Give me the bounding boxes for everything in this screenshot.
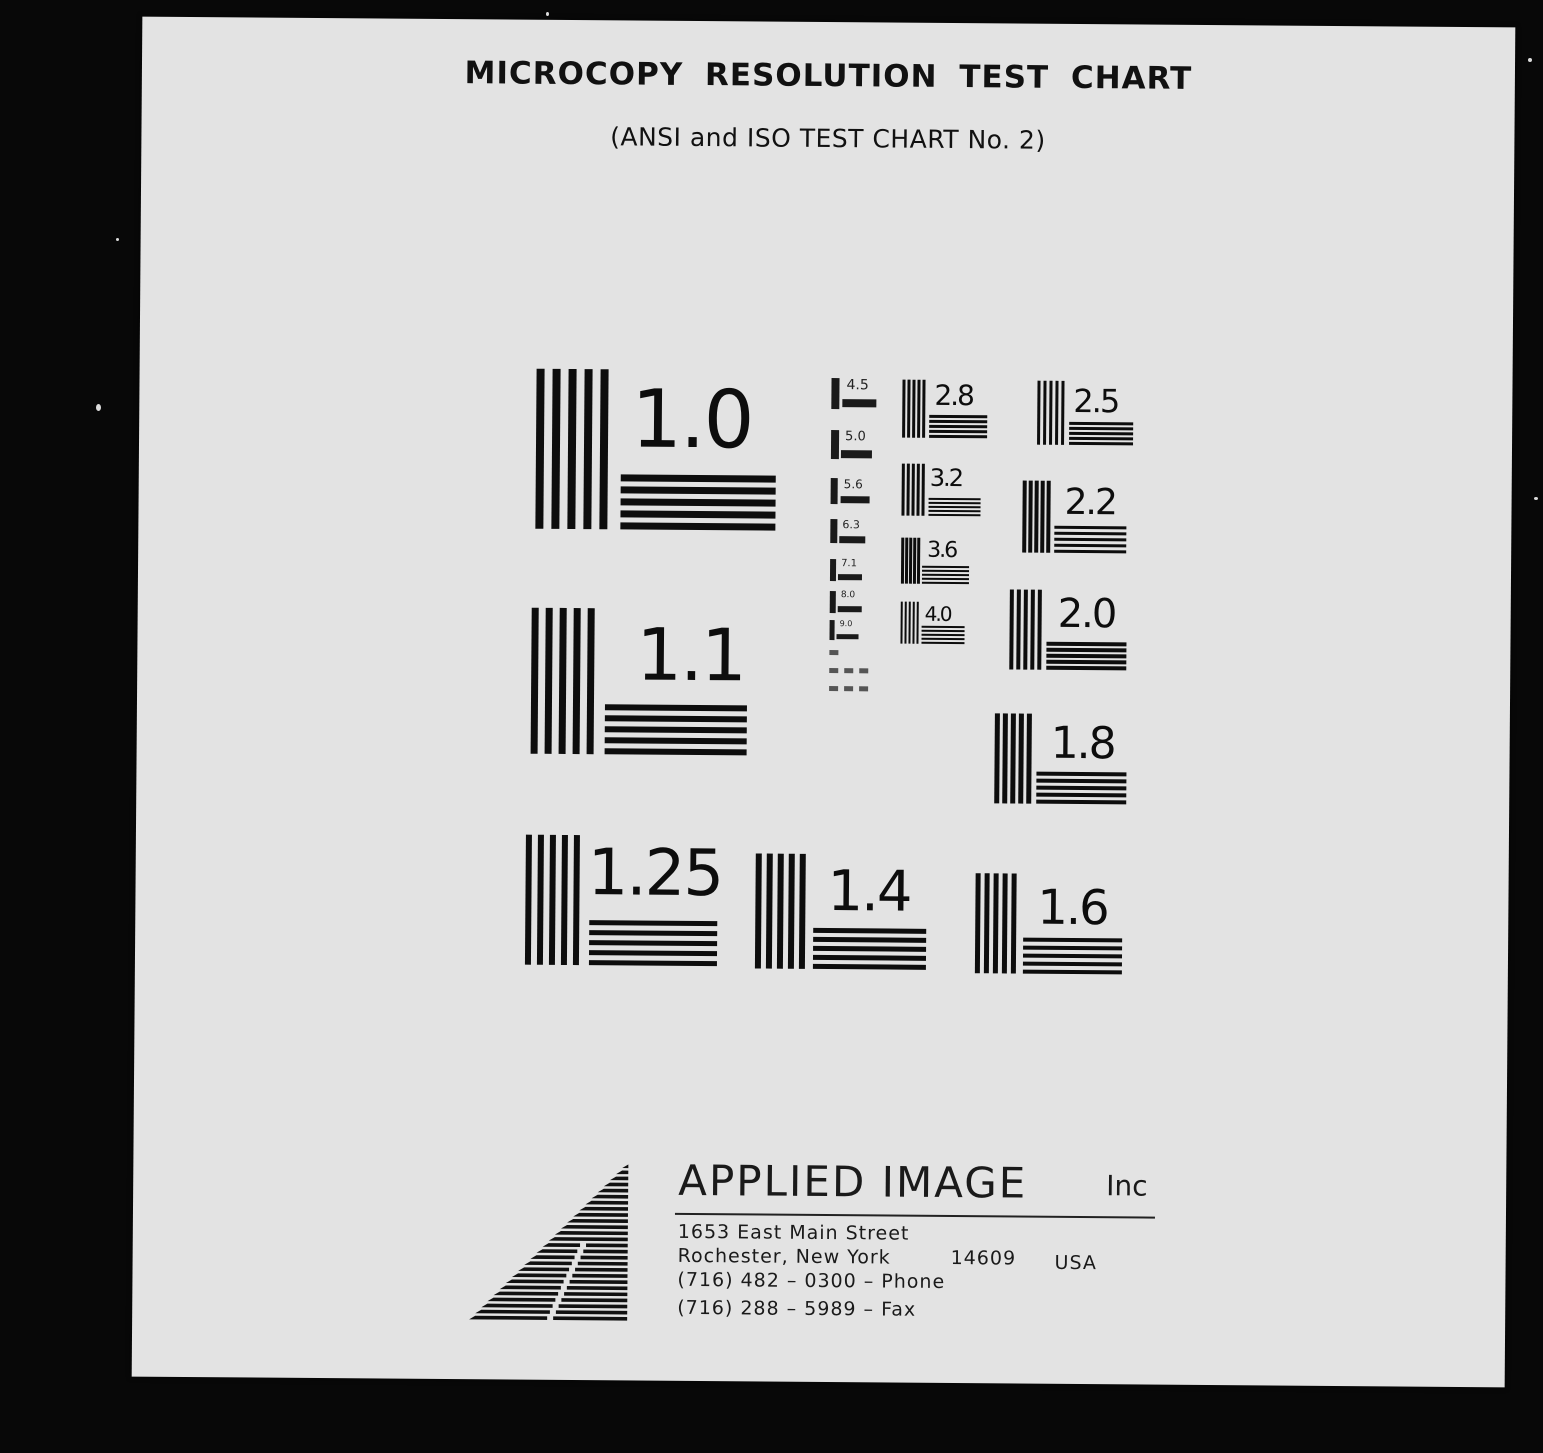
- small-target-label: 5.0: [845, 429, 866, 445]
- vertical-bar: [917, 538, 920, 584]
- horizontal-bar: [929, 498, 981, 500]
- horizontal-bar: [929, 506, 981, 508]
- horizontal-bar: [605, 726, 747, 733]
- target-label: 1.8: [1050, 717, 1115, 770]
- horizontal-bar: [1069, 427, 1133, 431]
- horizontal-bar: [922, 570, 969, 572]
- vertical-bar: [913, 538, 916, 584]
- horizontal-bar: [922, 582, 969, 584]
- vertical-bar: [921, 464, 924, 516]
- vertical-bar: [1037, 590, 1042, 670]
- target-label: 1.6: [1037, 879, 1108, 937]
- vertical-bar: [900, 602, 902, 644]
- small-vertical-block: [830, 559, 836, 581]
- vertical-bar: [573, 835, 580, 965]
- horizontal-bar: [921, 642, 964, 644]
- test-chart-sheet: [132, 17, 1516, 1388]
- micro-block: [859, 668, 868, 673]
- horizontal-bar: [1036, 786, 1126, 791]
- logo-stripe: [598, 1189, 628, 1193]
- horizontal-bar: [813, 955, 926, 961]
- horizontal-bar: [1046, 642, 1126, 647]
- vertical-bar: [535, 369, 544, 529]
- vertical-bar: [1037, 381, 1041, 445]
- horizontal-bar: [620, 522, 775, 530]
- small-horizontal-block: [836, 634, 858, 639]
- logo-gap: [564, 1279, 570, 1284]
- horizontal-bar: [929, 502, 981, 504]
- logo-gap: [555, 1298, 561, 1303]
- horizontal-bar: [589, 930, 717, 936]
- logo-stripe: [604, 1183, 628, 1187]
- logo-stripe: [561, 1225, 628, 1229]
- micro-block: [844, 668, 853, 673]
- logo-stripe: [567, 1219, 628, 1223]
- logo-stripe: [610, 1177, 628, 1181]
- horizontal-bar: [922, 578, 969, 580]
- horizontal-bar: [922, 566, 969, 568]
- vertical-bar: [567, 369, 576, 529]
- vertical-bar: [984, 873, 990, 973]
- small-vertical-block: [829, 620, 834, 640]
- vertical-bar: [587, 608, 595, 754]
- company-underline: [675, 1213, 1155, 1219]
- vertical-bar: [908, 602, 910, 644]
- vertical-bar: [1034, 481, 1039, 553]
- chart-title: MICROCOPY RESOLUTION TEST CHART: [464, 55, 1193, 97]
- logo-gap: [553, 1304, 559, 1309]
- vertical-bar: [583, 369, 592, 529]
- horizontal-bar: [1023, 954, 1122, 959]
- vertical-bar: [537, 835, 544, 965]
- small-horizontal-block: [839, 536, 865, 543]
- target-label: 4.0: [924, 601, 951, 626]
- horizontal-bar: [928, 510, 980, 512]
- vertical-bar: [917, 380, 920, 438]
- logo-gap: [572, 1261, 578, 1266]
- vertical-bar: [902, 380, 905, 438]
- logo-stripe: [549, 1237, 628, 1241]
- logo-gap: [580, 1243, 586, 1248]
- vertical-bar: [1002, 873, 1008, 973]
- micro-block: [829, 686, 838, 691]
- horizontal-bar: [1046, 666, 1126, 671]
- logo-gap: [577, 1249, 583, 1254]
- small-horizontal-block: [842, 399, 876, 407]
- vertical-bar: [1026, 714, 1032, 804]
- address-country: USA: [1054, 1251, 1098, 1275]
- target-label: 1.0: [630, 372, 753, 467]
- horizontal-bar: [589, 920, 717, 926]
- target-label: 2.2: [1064, 481, 1117, 524]
- logo-gap: [566, 1273, 572, 1278]
- horizontal-bar: [1054, 550, 1126, 554]
- vertical-bar: [1061, 381, 1065, 445]
- logo-stripe: [592, 1195, 628, 1199]
- vertical-bar: [573, 608, 581, 754]
- logo-gap: [575, 1255, 581, 1260]
- vertical-bar: [911, 464, 914, 516]
- small-target-label: 4.5: [846, 377, 869, 394]
- target-label: 2.5: [1073, 381, 1119, 421]
- address-street: 1653 East Main Street: [677, 1220, 910, 1245]
- company-name: APPLIED IMAGE: [678, 1155, 1028, 1208]
- logo-stripe: [616, 1170, 628, 1174]
- horizontal-bar: [929, 420, 987, 423]
- vertical-bar: [1046, 481, 1051, 553]
- vertical-bar: [909, 538, 912, 584]
- vertical-bar: [525, 835, 532, 965]
- vertical-bar: [551, 369, 560, 529]
- vertical-bar: [799, 854, 806, 969]
- vertical-bar: [906, 464, 909, 516]
- vertical-bar: [905, 538, 908, 584]
- horizontal-bar: [929, 430, 987, 433]
- vertical-bar: [975, 873, 981, 973]
- horizontal-bar: [1023, 970, 1122, 975]
- address-zip: 14609: [950, 1247, 1017, 1270]
- phone-number: (716) 482 – 0300 – Phone: [677, 1268, 946, 1293]
- dust-speck: [1534, 497, 1538, 500]
- company-suffix: Inc: [1106, 1169, 1148, 1203]
- vertical-bar: [901, 464, 904, 516]
- vertical-bar: [1023, 590, 1028, 670]
- horizontal-bar: [922, 626, 965, 628]
- horizontal-bar: [929, 425, 987, 428]
- horizontal-bar: [922, 574, 969, 576]
- logo-gap: [569, 1267, 575, 1272]
- chart-subtitle: (ANSI and ISO TEST CHART No. 2): [610, 122, 1046, 155]
- small-vertical-block: [831, 378, 839, 409]
- small-horizontal-block: [841, 450, 872, 458]
- horizontal-bar: [1023, 962, 1122, 967]
- vertical-bar: [1030, 590, 1035, 670]
- vertical-bar: [559, 608, 567, 754]
- horizontal-bar: [1069, 432, 1133, 436]
- horizontal-bar: [928, 514, 980, 516]
- vertical-bar: [912, 380, 915, 438]
- target-label: 2.0: [1057, 590, 1116, 638]
- vertical-bar: [1010, 713, 1016, 803]
- vertical-bar: [549, 835, 556, 965]
- horizontal-bar: [813, 928, 926, 934]
- vertical-bar: [907, 380, 910, 438]
- small-vertical-block: [831, 478, 838, 504]
- vertical-bar: [901, 538, 904, 584]
- vertical-bar: [1043, 381, 1047, 445]
- horizontal-bar: [589, 950, 717, 956]
- logo-stripe: [622, 1164, 628, 1168]
- horizontal-bar: [1054, 532, 1126, 536]
- logo-gap: [550, 1310, 556, 1315]
- small-target-label: 5.6: [843, 477, 863, 492]
- horizontal-bar: [1054, 538, 1126, 542]
- horizontal-bar: [1023, 946, 1122, 951]
- vertical-bar: [1028, 481, 1033, 553]
- vertical-bar: [1022, 481, 1027, 553]
- logo-stripe: [579, 1207, 628, 1211]
- vertical-bar: [1011, 873, 1017, 973]
- vertical-bar: [912, 602, 914, 644]
- horizontal-bar: [1069, 437, 1133, 441]
- horizontal-bar: [813, 946, 926, 952]
- horizontal-bar: [1069, 442, 1133, 446]
- horizontal-bar: [922, 630, 965, 632]
- horizontal-bar: [1023, 938, 1122, 943]
- horizontal-bar: [621, 498, 776, 506]
- vertical-bar: [1040, 481, 1045, 553]
- vertical-bar: [922, 380, 925, 438]
- micro-block: [859, 686, 868, 691]
- horizontal-bar: [605, 748, 747, 755]
- horizontal-bar: [929, 435, 987, 438]
- vertical-bar: [777, 854, 784, 969]
- horizontal-bar: [1046, 654, 1126, 659]
- horizontal-bar: [605, 715, 747, 722]
- target-label: 3.2: [929, 463, 963, 493]
- small-vertical-block: [830, 591, 836, 613]
- vertical-bar: [766, 854, 773, 969]
- address-city: Rochester, New York: [677, 1244, 891, 1269]
- vertical-bar: [916, 464, 919, 516]
- logo-gap: [547, 1316, 553, 1321]
- small-horizontal-block: [841, 496, 870, 503]
- vertical-bar: [1055, 381, 1059, 445]
- vertical-bar: [788, 854, 795, 969]
- horizontal-bar: [1046, 648, 1126, 653]
- horizontal-bar: [605, 704, 747, 711]
- vertical-bar: [531, 608, 539, 754]
- small-vertical-block: [831, 430, 839, 459]
- horizontal-bar: [1054, 526, 1126, 530]
- horizontal-bar: [813, 937, 926, 943]
- logo-gap: [558, 1292, 564, 1297]
- dust-speck: [1528, 58, 1532, 62]
- vertical-bar: [1018, 714, 1024, 804]
- vertical-bar: [545, 608, 553, 754]
- horizontal-bar: [620, 510, 775, 518]
- small-target-label: 6.3: [842, 518, 860, 532]
- horizontal-bar: [589, 960, 717, 966]
- horizontal-bar: [605, 737, 747, 744]
- logo-stripe: [555, 1231, 628, 1235]
- micro-block: [844, 686, 853, 691]
- horizontal-bar: [1046, 660, 1126, 665]
- horizontal-bar: [1054, 544, 1126, 548]
- logo-gap: [561, 1285, 567, 1290]
- small-vertical-block: [830, 519, 837, 543]
- vertical-bar: [599, 369, 608, 529]
- horizontal-bar: [1036, 772, 1126, 777]
- vertical-bar: [916, 602, 918, 644]
- vertical-bar: [755, 853, 762, 968]
- dust-speck: [116, 238, 119, 241]
- small-target-label: 8.0: [840, 590, 856, 601]
- target-label: 3.6: [927, 537, 957, 564]
- horizontal-bar: [1036, 779, 1126, 784]
- vertical-bar: [904, 602, 906, 644]
- target-label: 1.25: [587, 836, 723, 912]
- vertical-bar: [1049, 381, 1053, 445]
- small-horizontal-block: [838, 574, 862, 580]
- logo-stripe: [573, 1213, 628, 1217]
- vertical-bar: [1016, 590, 1021, 670]
- dust-speck: [546, 12, 549, 16]
- logo-stripe: [586, 1201, 629, 1205]
- horizontal-bar: [929, 415, 987, 418]
- vertical-bar: [561, 835, 568, 965]
- target-label: 1.1: [636, 612, 746, 698]
- horizontal-bar: [1036, 793, 1126, 798]
- vertical-bar: [1009, 589, 1014, 669]
- small-target-label: 9.0: [839, 619, 853, 629]
- horizontal-bar: [1069, 422, 1133, 426]
- micro-block: [829, 650, 838, 655]
- fax-number: (716) 288 – 5989 – Fax: [677, 1296, 917, 1321]
- small-target-label: 7.1: [841, 558, 858, 570]
- horizontal-bar: [922, 634, 965, 636]
- horizontal-bar: [921, 638, 964, 640]
- applied-image-logo-icon: [467, 1159, 633, 1325]
- horizontal-bar: [813, 964, 926, 970]
- vertical-bar: [994, 713, 1000, 803]
- horizontal-bar: [621, 486, 776, 494]
- target-label: 1.4: [827, 859, 911, 925]
- micro-block: [829, 668, 838, 673]
- vertical-bar: [1002, 713, 1008, 803]
- vertical-bar: [993, 873, 999, 973]
- horizontal-bar: [621, 474, 776, 482]
- small-horizontal-block: [838, 606, 862, 612]
- dust-speck: [96, 404, 101, 411]
- horizontal-bar: [1036, 800, 1126, 805]
- target-label: 2.8: [934, 378, 974, 413]
- horizontal-bar: [589, 940, 717, 946]
